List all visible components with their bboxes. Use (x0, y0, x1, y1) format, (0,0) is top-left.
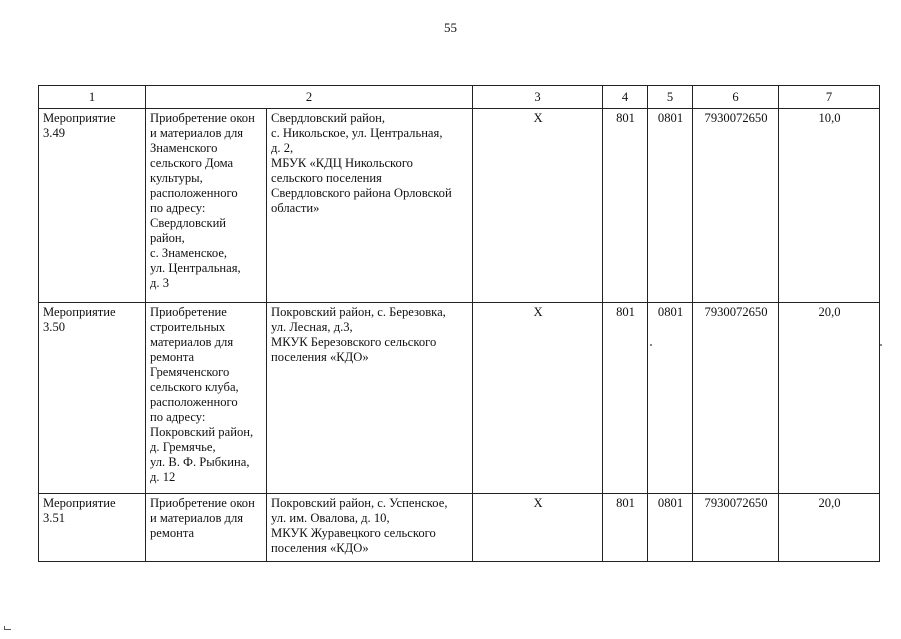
recipient-cell: Покровский район, с. Березовка, ул. Лесная, д.3, МКУК Березовского сельского поселения «КДО» (267, 303, 473, 494)
description-cell: Приобретение строительных материалов для ремонта Гремяченского сельского клуба, расположенного по адресу: Покровский район, д. Гремячье, ул. В. Ф. Рыбкина, д. 12 (146, 303, 267, 494)
budget-table (38, 85, 880, 562)
event-cell: Мероприятие 3.50 (39, 303, 146, 494)
description-cell: Приобретение окон и материалов для ремонта (146, 494, 267, 562)
scan-dot-mark (650, 344, 652, 346)
col6-cell: 7930072650 (693, 494, 779, 562)
table-header-row (39, 86, 880, 109)
header-cell-2: 2 (146, 86, 473, 109)
header-cell-5: 5 (648, 86, 693, 109)
col6-cell: 7930072650 (693, 303, 779, 494)
scan-dot-mark (880, 344, 882, 346)
table-row (39, 494, 880, 562)
col7-cell: 10,0 (779, 109, 880, 303)
col7-cell: 20,0 (779, 494, 880, 562)
event-cell: Мероприятие 3.51 (39, 494, 146, 562)
col3-cell: Х (473, 109, 603, 303)
event-cell: Мероприятие 3.49 (39, 109, 146, 303)
col5-cell: 0801 (648, 494, 693, 562)
table-row (39, 109, 880, 303)
recipient-cell: Покровский район, с. Успенское, ул. им. Овалова, д. 10, МКУК Журавецкого сельского поселения «КДО» (267, 494, 473, 562)
col6-cell: 7930072650 (693, 109, 779, 303)
description-cell: Приобретение окон и материалов для Знаменского сельского Дома культуры, расположенного по адресу: Свердловский район, с. Знаменское, ул. Центральная, д. 3 (146, 109, 267, 303)
col3-cell: Х (473, 494, 603, 562)
header-cell-7: 7 (779, 86, 880, 109)
col4-cell: 801 (603, 109, 648, 303)
col7-cell: 20,0 (779, 303, 880, 494)
col4-cell: 801 (603, 303, 648, 494)
table-row (39, 303, 880, 494)
col3-cell: Х (473, 303, 603, 494)
col5-cell: 0801 (648, 109, 693, 303)
header-cell-6: 6 (693, 86, 779, 109)
header-cell-3: 3 (473, 86, 603, 109)
col5-cell: 0801 (648, 303, 693, 494)
header-cell-4: 4 (603, 86, 648, 109)
scan-corner-mark (4, 626, 11, 630)
col4-cell: 801 (603, 494, 648, 562)
recipient-cell: Свердловский район, с. Никольское, ул. Центральная, д. 2, МБУК «КДЦ Никольского сельского поселения Свердловского района Орловской области» (267, 109, 473, 303)
page-number: 55 (444, 20, 457, 35)
header-cell-1: 1 (39, 86, 146, 109)
